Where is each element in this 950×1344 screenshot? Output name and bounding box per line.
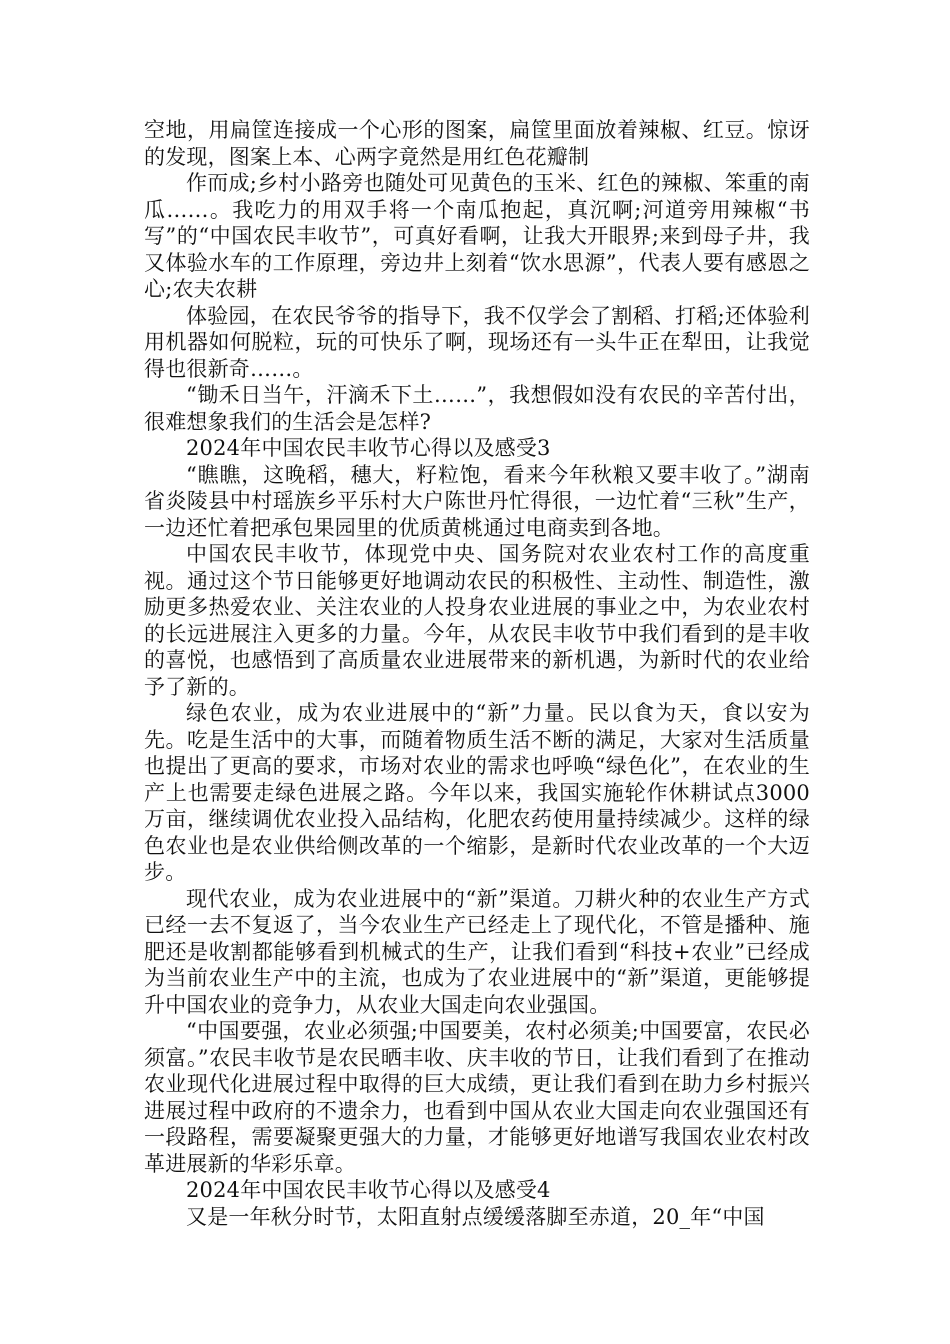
paragraph: 又是一年秋分时节，太阳直射点缓缓落脚至赤道，20_年“中国 [186, 1204, 765, 1229]
paragraph: 现代农业，成为农业进展中的“新”渠道。刀耕火种的农业生产方式已经一去不复返了，当今农业生产已经走上了现代化，不管是播种、施肥还是收割都能够看到机械式的生产，让我们看到“科技+农业”已经成为当前农业生产中的主流，也成为了农业进展中的“新”渠道，更能够提升中国农业的竞争力，从农业大国走向农业强国。 [144, 886, 810, 1017]
paragraph: “锄禾日当午，汗滴禾下土……”，我想假如没有农民的辛苦付出，很难想象我们的生活会是怎样? [144, 383, 810, 434]
section-heading: 2024年中国农民丰收节心得以及感受4 [186, 1178, 551, 1202]
paragraph: 体验园，在农民爷爷的指导下，我不仅学会了割稻、打稻;还体验利用机器如何脱粒，玩的可快乐了啊，现场还有一头牛正在犁田，让我觉得也很新奇……。 [144, 303, 810, 381]
document-page [144, 117, 810, 1230]
paragraph: “中国要强，农业必须强;中国要美，农村必须美;中国要富，农民必须富。”农民丰收节是农民晒丰收、庆丰收的节日，让我们看到了在推动农业现代化进展过程中取得的巨大成绩，更让我们看到在助力乡村振兴进展过程中政府的不遗余力，也看到中国从农业大国走向农业强国还有一段路程，需要凝聚更强大的力量，才能够更好地谱写我国农业农村改革进展新的华彩乐章。 [144, 1019, 810, 1176]
paragraph: 作而成;乡村小路旁也随处可见黄色的玉米、红色的辣椒、笨重的南瓜……。我吃力的用双手将一个南瓜抱起，真沉啊;河道旁用辣椒“书写”的“中国农民丰收节”，可真好看啊，让我大开眼界;来到母子井，我又体验水车的工作原理，旁边井上刻着“饮水思源”，代表人要有感恩之心;农夫农耕 [144, 171, 810, 301]
paragraph: 中国农民丰收节，体现党中央、国务院对农业农村工作的高度重视。通过这个节日能够更好地调动农民的积极性、主动性、制造性，激励更多热爱农业、关注农业的人投身农业进展的事业之中，为农业农村的长远进展注入更多的力量。今年，从农民丰收节中我们看到的是丰收的喜悦，也感悟到了高质量农业进展带来的新机遇，为新时代的农业给予了新的。 [144, 542, 810, 699]
paragraph: 绿色农业，成为农业进展中的“新”力量。民以食为天，食以安为先。吃是生活中的大事，而随着物质生活不断的满足，大家对生活质量也提出了更高的要求，市场对农业的需求也呼唤“绿色化”，在农业的生产上也需要走绿色进展之路。今年以来，我国实施轮作休耕试点3000万亩，继续调优农业投入品结构，化肥农药使用量持续减少。这样的绿色农业也是农业供给侧改革的一个缩影，是新时代农业改革的一个大迈步。 [144, 701, 810, 884]
section-heading: 2024年中国农民丰收节心得以及感受3 [186, 436, 551, 460]
paragraph: “瞧瞧，这晚稻，穗大，籽粒饱，看来今年秋粮又要丰收了。”湖南省炎陵县中村瑶族乡平乐村大户陈世丹忙得很，一边忙着“三秋”生产，一边还忙着把承包果园里的优质黄桃通过电商卖到各地。 [144, 462, 810, 540]
paragraph: 空地，用扁筐连接成一个心形的图案，扁筐里面放着辣椒、红豆。惊讶的发现，图案上本、心两字竟然是用红色花瓣制 [144, 118, 810, 169]
